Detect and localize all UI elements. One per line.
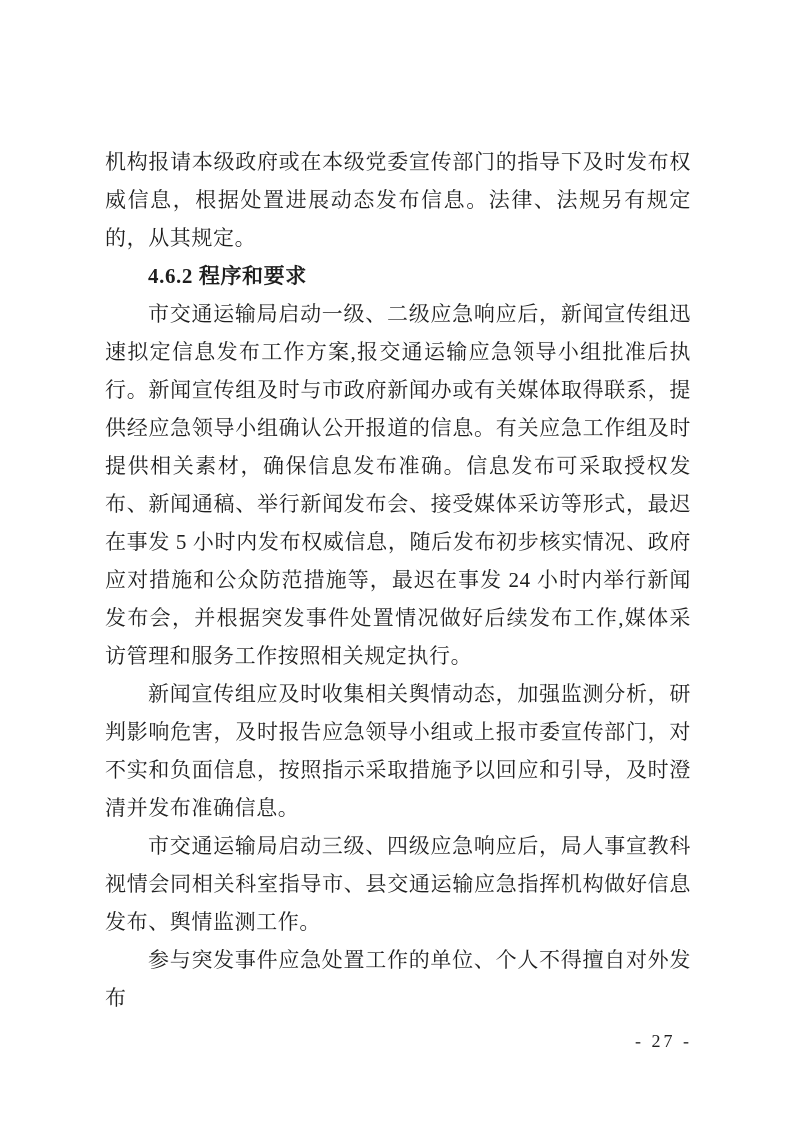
- body-paragraph: 新闻宣传组应及时收集相关舆情动态，加强监测分析，研判影响危害，及时报告应急领导小组或上报市委宣传部门，对不实和负面信息，按照指示采取措施予以回应和引导，及时澄清并发布准确信息。: [105, 682, 691, 820]
- body-paragraph: 参与突发事件应急处置工作的单位、个人不得擅自对外发布: [105, 948, 691, 1010]
- document-body: [105, 143, 691, 1017]
- body-paragraph: 机构报请本级政府或在本级党委宣传部门的指导下及时发布权威信息，根据处置进展动态发布信息。法律、法规另有规定的，从其规定。: [105, 150, 691, 250]
- body-paragraph: 市交通运输局启动一级、二级应急响应后，新闻宣传组迅速拟定信息发布工作方案,报交通运输应急领导小组批准后执行。新闻宣传组及时与市政府新闻办或有关媒体取得联系，提供经应急领导小组确认公开报道的信息。有关应急工作组及时提供相关素材，确保信息发布准确。信息发布可采取授权发布、新闻通稿、举行新闻发布会、接受媒体采访等形式，最迟在事发 5 小时内发布权威信息，随后发布初步核实情况、政府应对措施和公众防范措施等，最迟在事发 24 小时内举行新闻发布会，并根据突发事件处置情况做好后续发布工作,媒体采访管理和服务工作按照相关规定执行。: [105, 302, 691, 668]
- page-number: - 27 -: [635, 1031, 692, 1051]
- section-heading: 4.6.2 程序和要求: [148, 264, 307, 288]
- body-paragraph: 市交通运输局启动三级、四级应急响应后，局人事宣教科视情会同相关科室指导市、县交通运输应急指挥机构做好信息发布、舆情监测工作。: [105, 834, 691, 934]
